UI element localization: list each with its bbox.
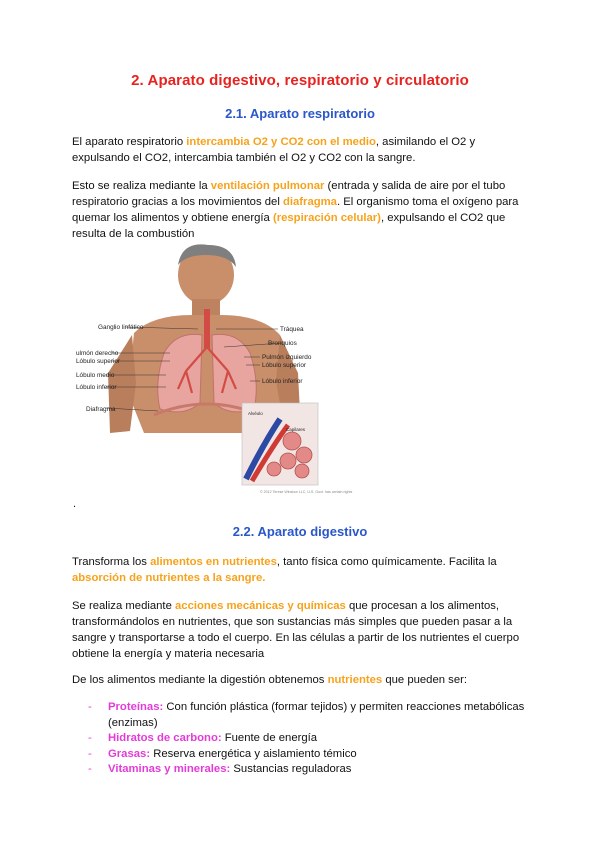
label-ganglio: Ganglio linfático [98,324,144,331]
respiratory-system-illustration [74,243,353,498]
section-heading-respiratorio: 2.1. Aparato respiratorio [225,106,375,121]
text-run: . El organismo toma el oxígeno para quemar los alimentos y obtiene energía [72,196,519,224]
text-run: El aparato respiratorio [72,136,187,148]
text-run: que procesan a los alimentos, transformándolos en nutrientes, que son sustancias más simples que pueden pasar a la sangre y transportarse a todo el cuerpo. En las células a partir de los nutrientes el cuerpo obtiene la energía y materia necesaria [72,600,520,660]
highlight-text: (respiración celular) [272,212,381,224]
list-text: Reserva energética y aislamiento témico [150,747,357,760]
section-heading-digestivo: 2.2. Aparato digestivo [232,524,368,539]
figure-credit: © 2012 Terese Winslow LLC, U.S. Govt. has certain rights [260,490,353,494]
list-text: Fuente de energía [221,732,318,744]
list-dash: - [88,747,92,760]
paragraph-dig-2 [72,598,532,662]
label-lobulo-superior-izquierdo: Lóbulo superior [262,362,307,369]
list-dash: - [88,763,92,775]
list-item [72,747,532,763]
label-lobulo-inferior-derecho: Lóbulo inferior [76,384,117,391]
list-item [72,731,532,747]
text-run: Transforma los [72,556,151,568]
list-text: Con función plástica (formar tejidos) y permiten reacciones metabólicas (enzimas) [108,701,525,729]
label-bronquios: Bronquios [268,340,297,347]
label-lobulo-superior-derecho: Lóbulo superior [76,358,121,365]
paragraph-dig-1 [72,554,532,586]
text-run: Se realiza mediante [72,600,175,612]
label-traquea: Tráquea [280,326,304,333]
list-item [72,700,532,731]
text-run: , expulsando el CO2 que resulta de la combustión [72,212,506,240]
highlight-text: intercambia O2 y CO2 con el medio [186,136,376,148]
label-pulmon-derecho: ulmón derecho [76,350,119,357]
list-term: Grasas: [108,747,151,760]
list-term: Hidratos de carbono: [108,732,222,744]
highlight-text: nutrientes [327,674,383,686]
list-term: Proteínas: [108,701,164,713]
text-run: De los alimentos mediante la digestión obtenemos [72,674,328,686]
highlight-text: absorción de nutrientes a la sangre. [72,572,266,584]
highlight-text: ventilación pulmonar [210,180,325,192]
highlight-text: diafragma [282,196,337,208]
label-alveolo: Alvéolo [248,411,263,416]
stray-dot: . [73,498,77,510]
list-item [72,762,532,778]
list-term: Vitaminas y minerales: [108,763,231,775]
paragraph-resp-1 [72,134,532,166]
text-run: Esto se realiza mediante la [72,180,211,192]
label-capilares: Capilares [286,427,306,432]
trachea-shape [204,309,210,349]
text-run: (entrada y salida de aire por el tubo respiratorio gracias a los movimientos del [72,180,506,208]
list-dash: - [88,732,92,744]
label-lobulo-inferior-izquierdo: Lóbulo inferior [262,378,303,385]
paragraph-dig-3 [72,672,532,688]
text-run: que pueden ser: [382,674,467,686]
text-run: , asimilando el O2 y expulsando el CO2, intercambia también el O2 y CO2 con la sangre. [72,136,476,164]
label-pulmon-izquierdo: Pulmón izquierdo [262,354,312,361]
list-text: Sustancias reguladoras [230,763,352,775]
text-run: , tanto física como químicamente. Facilita la [276,556,497,568]
highlight-text: alimentos en nutrientes [150,556,277,568]
nutrients-list [72,700,532,778]
paragraph-resp-2 [72,178,532,242]
highlight-text: acciones mecánicas y químicas [175,600,346,612]
label-lobulo-medio: Lóbulo medio [76,372,115,379]
list-dash: - [88,701,92,713]
label-diafragma: Diafragma [86,406,116,413]
chapter-heading: 2. Aparato digestivo, respiratorio y circulatorio [131,72,469,89]
